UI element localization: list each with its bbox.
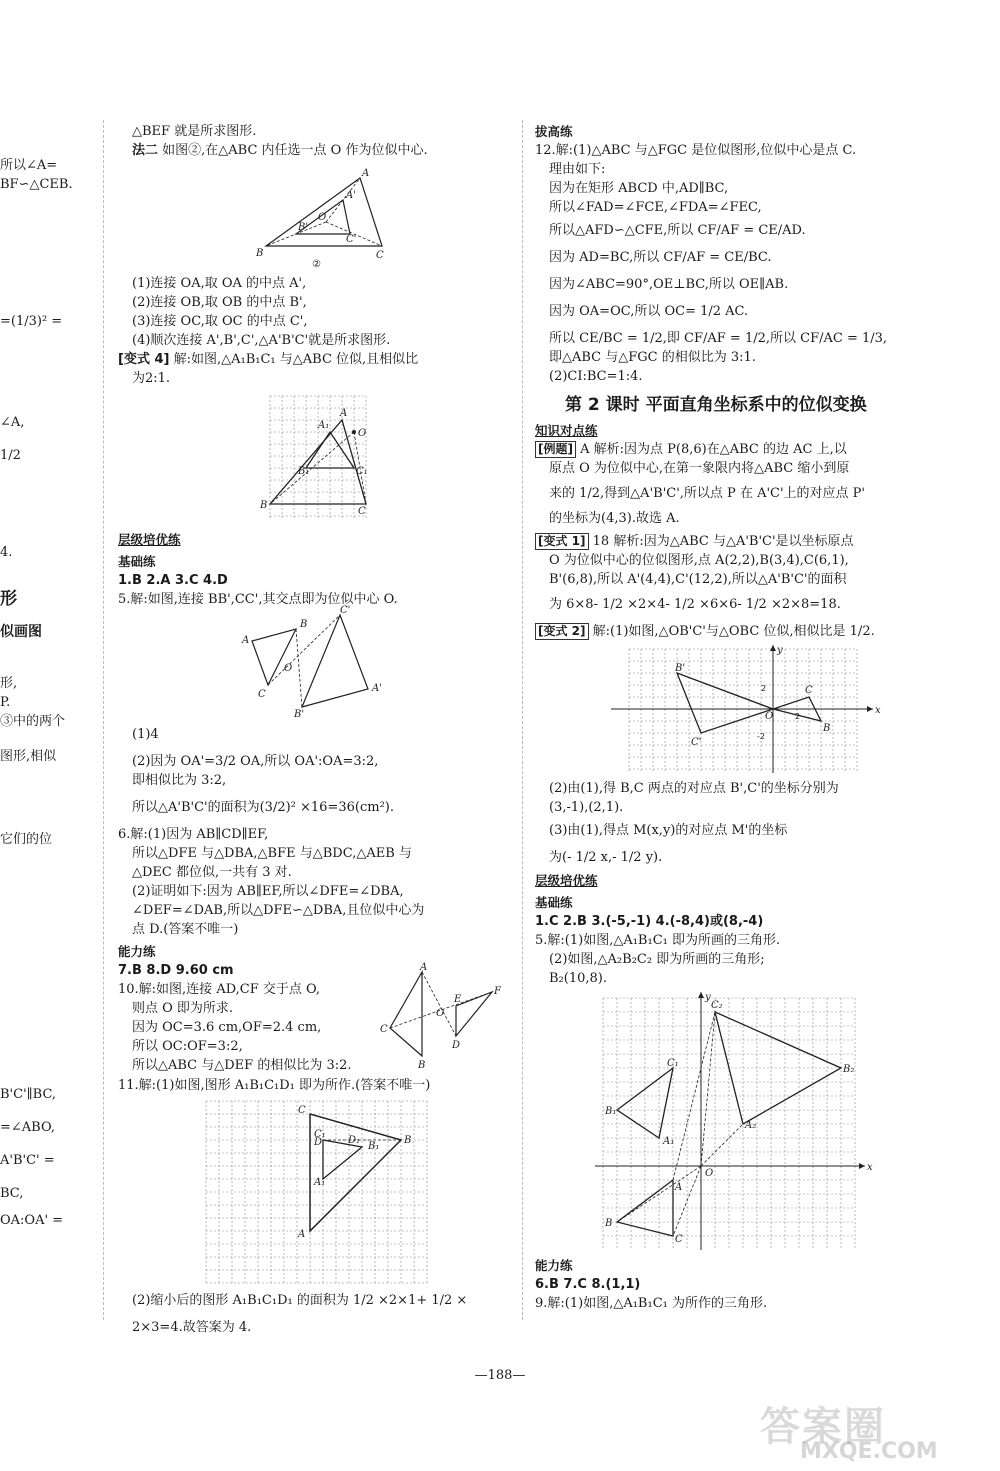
svg-text:y: y [777, 645, 783, 656]
answer-line: 点 D.(答案不唯一) [132, 922, 239, 937]
left-line: A'B'C' = [0, 1153, 55, 1168]
answer-line: 因为∠ABC=90°,OE⊥BC,所以 OE∥AB. [549, 277, 789, 292]
answer-line: 所以△AFD∽△CFE,所以 CF/AF = CE/AD. [549, 223, 806, 238]
answer-line: △DEC 都位似,一共有 3 对. [132, 865, 292, 880]
answer-line: 则点 O 即为所求. [132, 1001, 234, 1016]
page-number: —188— [474, 1368, 526, 1383]
svg-text:D₁: D₁ [348, 1135, 361, 1146]
svg-text:B': B' [675, 663, 686, 674]
coordinate-figure-q5-svg [535, 992, 930, 1252]
svg-text:y: y [705, 992, 711, 1003]
figure-coordinate-q5 [535, 992, 930, 1252]
svg-text:B₂: B₂ [843, 1064, 855, 1075]
answer-line: ∠DEF=∠DAB,所以△DFE∽△DBA,且位似中心为 [132, 903, 425, 918]
lesson-title: 第 2 课时 平面直角坐标系中的位似变换 [565, 395, 867, 415]
figure-coordinate-v2 [535, 645, 930, 775]
svg-text:D: D [452, 1040, 461, 1051]
watermark [760, 1395, 995, 1467]
triangle-homothety-svg [118, 164, 508, 270]
answer-line: 所以△ABC 与△DEF 的相似比为 3:2. [132, 1058, 352, 1073]
question-6: 6.解:(1)因为 AB∥CD∥EF, [118, 827, 269, 842]
svg-text:2: 2 [795, 712, 801, 721]
subsection-improve: 拔高练 [535, 124, 573, 139]
svg-text:B₁: B₁ [298, 466, 310, 477]
answer-line: (3)由(1),得点 M(x,y)的对应点 M'的坐标 [549, 823, 788, 838]
grid-figure-v4-svg [118, 392, 508, 526]
answer-line: 所以 OC:OF=3:2, [132, 1039, 243, 1054]
section-hierarchical: 层级培优练 [535, 873, 598, 888]
watermark-url: MXQE.COM [800, 1439, 938, 1464]
svg-text:C₂: C₂ [711, 1000, 723, 1011]
answer-line: (2)因为 OA'=3/2 OA,所以 OA':OA=3:2, [132, 754, 379, 769]
column-divider-left [103, 120, 104, 1320]
svg-text:B: B [605, 1218, 613, 1229]
svg-text:O: O [284, 663, 293, 674]
step-line: (3)连接 OC,取 OC 的中点 C', [132, 314, 308, 329]
svg-text:O: O [436, 1008, 445, 1019]
answer-line: 所以 CE/BC = 1/2,即 CF/AF = 1/2,所以 CF/AC = 1/3, [549, 331, 888, 346]
left-line: 它们的位 [0, 832, 53, 847]
answers-line: 1.C 2.B 3.(-5,-1) 4.(-8,4)或(8,-4) [535, 914, 764, 929]
figure-grid-v4 [118, 392, 508, 526]
left-line: OA:OA' = [0, 1213, 64, 1228]
svg-text:A₁: A₁ [314, 1177, 326, 1188]
svg-text:C: C [376, 250, 384, 261]
step-line: (1)连接 OA,取 OA 的中点 A', [132, 276, 307, 291]
svg-text:C₁: C₁ [667, 1058, 679, 1069]
left-subheading: 似画图 [0, 624, 42, 640]
text-line: O 为位似中心的位似图形,点 A(2,2),B(3,4),C(6,1), [549, 553, 849, 568]
answer-line: 2×3=4.故答案为 4. [132, 1320, 252, 1335]
svg-text:F: F [494, 986, 501, 997]
text-line: 的坐标为(4,3).故选 A. [549, 511, 680, 526]
question-5: 5.解:(1)如图,△A₁B₁C₁ 即为所画的三角形. [535, 933, 781, 948]
svg-text:O: O [765, 711, 774, 722]
middle-column [118, 118, 508, 1337]
answer-line: (2)由(1),得 B,C 两点的对应点 B',C'的坐标分别为 [549, 781, 839, 796]
question-5: 5.解:如图,连接 BB',CC',其交点即为位似中心 O. [118, 592, 398, 607]
svg-text:C₁: C₁ [356, 466, 368, 477]
svg-text:C': C' [691, 737, 702, 748]
svg-text:B₁: B₁ [605, 1106, 617, 1117]
right-column [535, 118, 930, 1313]
subsection-ability: 能力练 [535, 1258, 573, 1273]
svg-text:A: A [420, 962, 428, 973]
svg-text:B: B [260, 500, 268, 511]
variant-tag: [变式 1] [535, 533, 589, 550]
svg-text:A: A [242, 635, 250, 646]
svg-text:C: C [380, 1024, 388, 1035]
figure-triangle-center [118, 164, 508, 270]
svg-text:C: C [258, 689, 266, 700]
svg-text:B: B [300, 619, 308, 630]
svg-text:B: B [418, 1060, 426, 1071]
answer-line: 因为在矩形 ABCD 中,AD∥BC, [549, 181, 729, 196]
svg-text:C₁: C₁ [314, 1129, 326, 1140]
example-tag: [例题] [535, 441, 576, 458]
svg-text:B: B [256, 248, 264, 259]
figure-caption: ② [312, 259, 321, 270]
svg-text:C: C [358, 506, 366, 517]
svg-text:x: x [875, 705, 881, 716]
left-line: =∠ABO, [0, 1120, 55, 1135]
step-line: (2)连接 OB,取 OB 的中点 B', [132, 295, 307, 310]
svg-text:B: B [823, 723, 831, 734]
answer-line: B₂(10,8). [549, 971, 607, 986]
svg-text:O: O [318, 212, 327, 223]
left-line: 4. [0, 545, 13, 560]
left-line: ∠A, [0, 415, 25, 430]
left-line: 图形,相似 [0, 749, 57, 764]
variant-tag: [变式 4] [118, 352, 170, 367]
question-9: 9.解:(1)如图,△A₁B₁C₁ 为所作的三角形. [535, 1296, 768, 1311]
svg-text:A: A [362, 168, 370, 179]
answer-line: 所以△DFE 与△DBA,△BFE 与△BDC,△AEB 与 [132, 846, 412, 861]
svg-text:A: A [675, 1182, 683, 1193]
left-line: B'C'∥BC, [0, 1087, 57, 1102]
answer-line: 理由如下: [549, 162, 606, 177]
grid-figure-q11-svg [118, 1099, 508, 1287]
svg-text:C': C' [346, 234, 357, 245]
q10-figure-svg [380, 962, 508, 1074]
method-two-label: 法二 [132, 143, 159, 158]
svg-text:O: O [705, 1168, 714, 1179]
svg-text:C': C' [340, 605, 351, 616]
left-line: P. [0, 695, 11, 710]
left-heading: 形 [0, 589, 17, 609]
answers-line: 6.B 7.C 8.(1,1) [535, 1277, 641, 1292]
svg-text:A₂: A₂ [745, 1120, 757, 1131]
answers-line: 7.B 8.D 9.60 cm [118, 963, 234, 978]
svg-text:B': B' [298, 222, 309, 233]
answer-line: 即△ABC 与△FGC 的相似比为 3:1. [549, 350, 756, 365]
left-line: =(1/3)² = [0, 314, 63, 329]
left-line: BC, [0, 1186, 24, 1201]
coordinate-figure-v2-svg [535, 645, 930, 775]
column-divider-right [522, 120, 523, 1320]
svg-text:2: 2 [761, 684, 767, 693]
svg-text:A: A [298, 1229, 306, 1240]
svg-text:A₁: A₁ [318, 420, 330, 431]
text-line: 为2:1. [132, 371, 171, 386]
question-10: 10.解:如图,连接 AD,CF 交于点 O, [118, 982, 321, 997]
figure-q5 [118, 605, 508, 721]
svg-text:B₁: B₁ [368, 1141, 380, 1152]
answer-line: (1)4 [132, 727, 159, 742]
section-hierarchical: 层级培优练 [118, 532, 181, 547]
text-line: 原点 O 为位似中心,在第一象限内将△ABC 缩小到原 [549, 461, 850, 476]
svg-text:C: C [298, 1105, 306, 1116]
text-line: 18 解析:因为△ABC 与△A'B'C'是以坐标原点 [592, 534, 854, 549]
answer-line: (2)如图,△A₂B₂C₂ 即为所画的三角形; [549, 952, 765, 967]
text-line: 如图②,在△ABC 内任选一点 O 作为位似中心. [162, 143, 428, 158]
answer-line: 因为 AD=BC,所以 CF/AF = CE/BC. [549, 250, 772, 265]
svg-text:O: O [358, 428, 367, 439]
left-line: ③中的两个 [0, 714, 66, 729]
answer-line: (2)证明如下:因为 AB∥EF,所以∠DFE=∠DBA, [132, 884, 404, 899]
answers-line: 1.B 2.A 3.C 4.D [118, 573, 228, 588]
svg-text:B: B [404, 1135, 412, 1146]
variant-tag: [变式 2] [535, 623, 589, 640]
svg-text:x: x [867, 1162, 873, 1173]
text-line: B'(6,8),所以 A'(4,4),C'(12,2),所以△A'B'C'的面积 [549, 572, 847, 587]
answer-line: 因为 OA=OC,所以 OC= 1/2 AC. [549, 304, 749, 319]
answer-line: 所以∠FAD=∠FCE,∠FDA=∠FEC, [549, 200, 762, 215]
answer-line: 因为 OC=3.6 cm,OF=2.4 cm, [132, 1020, 322, 1035]
text-line: 为 6×8- 1/2 ×2×4- 1/2 ×6×6- 1/2 ×2×8=18. [549, 597, 841, 612]
left-line: 所以∠A= [0, 158, 58, 173]
subsection-ability: 能力练 [118, 944, 156, 959]
left-line: BF∽△CEB. [0, 177, 73, 192]
svg-text:C: C [805, 685, 813, 696]
text-line: 解:(1)如图,△OB'C'与△OBC 位似,相似比是 1/2. [592, 624, 875, 639]
svg-text:C: C [675, 1234, 683, 1245]
q5-figure-svg [118, 605, 508, 721]
svg-text:A₁: A₁ [663, 1136, 675, 1147]
svg-text:D: D [314, 1137, 323, 1148]
text-line: 来的 1/2,得到△A'B'C',所以点 P 在 A'C'上的对应点 P' [549, 486, 866, 501]
answer-line: 为(- 1/2 x,- 1/2 y). [549, 850, 663, 865]
section-knowledge: 知识对点练 [535, 423, 598, 438]
answer-line: 所以△A'B'C'的面积为(3/2)² ×16=36(cm²). [132, 800, 394, 815]
text-line: △BEF 就是所求图形. [132, 124, 257, 139]
left-line: 形, [0, 676, 18, 691]
answer-line: (2)缩小后的图形 A₁B₁C₁D₁ 的面积为 1/2 ×2×1+ 1/2 × [132, 1293, 468, 1308]
left-line: 1/2 [0, 448, 21, 463]
text-line: 解:如图,△A₁B₁C₁ 与△ABC 位似,且相似比 [173, 352, 419, 367]
subsection-basic: 基础练 [118, 554, 156, 569]
svg-text:E: E [454, 994, 462, 1005]
text-line: A 解析:因为点 P(8,6)在△ABC 的边 AC 上,以 [580, 442, 847, 457]
svg-text:-2: -2 [757, 732, 765, 741]
svg-text:B': B' [294, 709, 305, 720]
svg-text:A': A' [372, 683, 382, 694]
svg-text:A: A [340, 408, 348, 419]
figure-grid-q11 [118, 1099, 508, 1287]
answer-line: (2)CI:BC=1:4. [549, 369, 643, 384]
answer-line: (3,-1),(2,1). [549, 800, 624, 815]
watermark-logo-text: 答案圈 [760, 1404, 886, 1450]
answer-line: 即相似比为 3:2, [132, 773, 227, 788]
step-line: (4)顺次连接 A',B',C',△A'B'C'就是所求图形. [132, 333, 391, 348]
question-11: 11.解:(1)如图,图形 A₁B₁C₁D₁ 即为所作.(答案不唯一) [118, 1078, 431, 1093]
subsection-basic: 基础练 [535, 895, 573, 910]
svg-text:A': A' [346, 190, 356, 201]
question-12: 12.解:(1)△ABC 与△FGC 是位似图形,位似中心是点 C. [535, 143, 857, 158]
left-column-fragment [0, 118, 95, 1230]
